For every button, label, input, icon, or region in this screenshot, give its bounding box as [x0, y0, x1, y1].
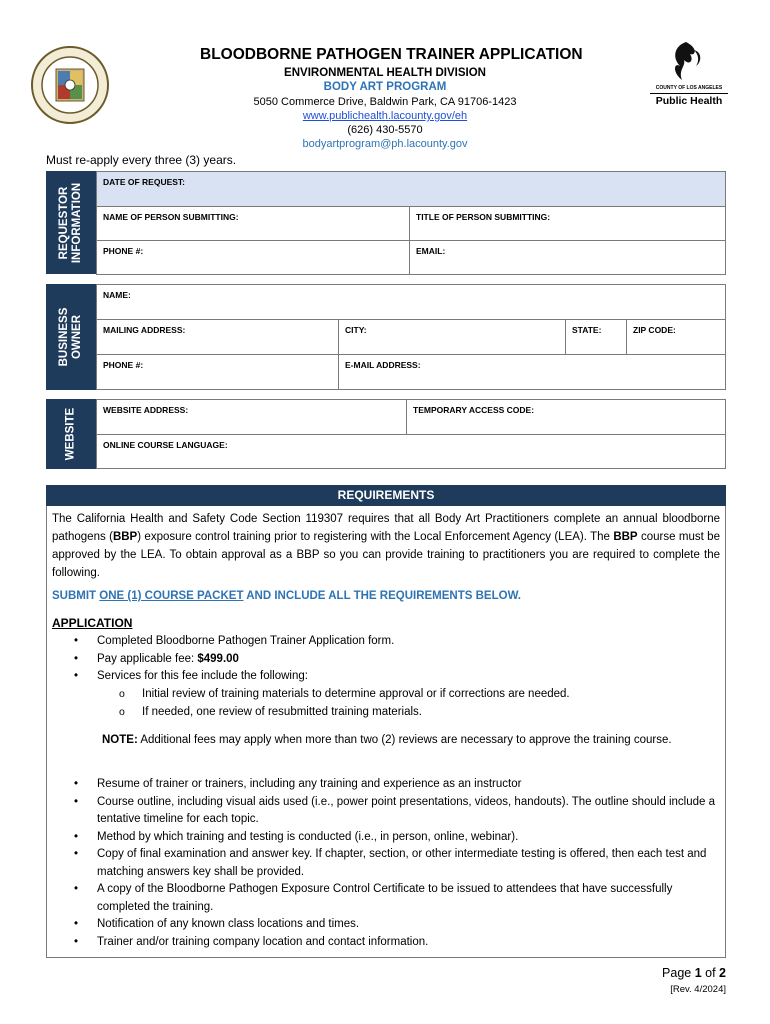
list-item: • A copy of the Bloodborne Pathogen Exposure Control Certificate to be issued to attendees that have successfully completed the training. [52, 881, 720, 916]
title-of-person-label: TITLE OF PERSON SUBMITTING: [416, 212, 551, 222]
page-number: Page 1 of 2 [662, 966, 726, 980]
public-health-logo [650, 40, 728, 110]
website-address-field[interactable] [96, 399, 407, 435]
temporary-access-code-label: TEMPORARY ACCESS CODE: [413, 405, 535, 415]
mailing-address-field[interactable] [96, 319, 339, 355]
list-item: • Course outline, including visual aids used (i.e., power point presentations, videos, handouts). The outline should include a tentative timeline for each topic. [52, 794, 720, 829]
website-link[interactable]: www.publichealth.lacounty.gov/eh [302, 110, 468, 122]
date-of-request-label: DATE OF REQUEST: [103, 177, 186, 187]
office-phone: (626) 430-5570 [347, 124, 423, 136]
owner-phone-label: PHONE #: [103, 360, 144, 370]
temporary-access-code-field[interactable] [406, 399, 726, 435]
list-item: • Services for this fee include the following: [52, 668, 720, 686]
state-label: STATE: [572, 325, 602, 335]
requirements-heading: REQUIREMENTS [46, 485, 726, 506]
owner-name-field[interactable] [96, 284, 726, 320]
mailing-address-label: MAILING ADDRESS: [103, 325, 186, 335]
revision-date: [Rev. 4/2024] [670, 984, 726, 995]
email-link[interactable]: bodyartprogram@ph.lacounty.gov [302, 138, 468, 150]
zip-code-field[interactable] [626, 319, 726, 355]
submit-instruction: SUBMIT ONE (1) COURSE PACKET AND INCLUDE ALL THE REQUIREMENTS BELOW. [52, 590, 521, 602]
county-seal-logo [30, 45, 110, 125]
name-of-person-field[interactable] [96, 206, 410, 241]
office-address: 5050 Commerce Drive, Baldwin Park, CA 91706-1423 [253, 96, 517, 108]
requirements-intro: The California Health and Safety Code Section 119307 requires that all Body Art Practitioners complete an annual bloodborne pathogens (BBP) exposure control training prior to registering with the Local Enforcement Agency (LEA). The BBP course must be approved by the LEA. To obtain approval as a BBP so you can provide training to practitioners you are required to complete the following. [52, 513, 720, 579]
city-label: CITY: [345, 325, 367, 335]
online-course-language-label: ONLINE COURSE LANGUAGE: [103, 440, 228, 450]
list-item: o Initial review of training materials to determine approval or if corrections are needed. [52, 686, 720, 704]
fee-services-list [52, 686, 720, 721]
business-owner-side-label: BUSINESS OWNER [46, 284, 96, 390]
reapply-notice: Must re-apply every three (3) years. [46, 153, 237, 167]
list-item: • Trainer and/or training company location and contact information. [52, 934, 720, 952]
requestor-phone-label: PHONE #: [103, 246, 144, 256]
owner-phone-field[interactable] [96, 354, 339, 390]
online-course-language-field[interactable] [96, 434, 726, 469]
division-name: ENVIRONMENTAL HEALTH DIVISION [284, 67, 486, 79]
application-list [52, 633, 720, 686]
requestor-email-field[interactable] [409, 240, 726, 275]
program-name: BODY ART PROGRAM [323, 81, 447, 93]
date-of-request-field[interactable] [96, 171, 726, 207]
list-item: • Resume of trainer or trainers, including any training and experience as an instructor [52, 776, 720, 794]
list-item: • Method by which training and testing is conducted (i.e., in person, online, webinar). [52, 829, 720, 847]
website-address-label: WEBSITE ADDRESS: [103, 405, 189, 415]
list-item: • Notification of any known class locations and times. [52, 916, 720, 934]
website-side-label: WEBSITE [46, 399, 96, 469]
owner-email-field[interactable] [338, 354, 726, 390]
logo-county-text: COUNTY OF LOS ANGELES [655, 85, 723, 91]
owner-name-label: NAME: [103, 290, 131, 300]
fee-note: NOTE: Additional fees may apply when more than two (2) reviews are necessary to approve the training course. [102, 734, 672, 746]
state-field[interactable] [565, 319, 627, 355]
logo-dept-text: Public Health [650, 93, 728, 107]
zip-code-label: ZIP CODE: [633, 325, 676, 335]
requirements-list [52, 776, 720, 951]
list-item: o If needed, one review of resubmitted training materials. [52, 704, 720, 722]
name-of-person-label: NAME OF PERSON SUBMITTING: [103, 212, 239, 222]
list-item: • Pay applicable fee: $499.00 [52, 651, 720, 669]
requestor-phone-field[interactable] [96, 240, 410, 275]
application-heading: APPLICATION [52, 616, 133, 630]
requestor-side-label: REQUESTOR INFORMATION [46, 171, 96, 274]
owner-email-label: E-MAIL ADDRESS: [345, 360, 421, 370]
city-field[interactable] [338, 319, 566, 355]
requestor-email-label: EMAIL: [416, 246, 446, 256]
page-title: BLOODBORNE PATHOGEN TRAINER APPLICATION [200, 46, 583, 63]
list-item: • Copy of final examination and answer key. If chapter, section, or other intermediate testing is offered, then each test and matching answers key shall be provided. [52, 846, 720, 881]
title-of-person-field[interactable] [409, 206, 726, 241]
list-item: • Completed Bloodborne Pathogen Trainer Application form. [52, 633, 720, 651]
